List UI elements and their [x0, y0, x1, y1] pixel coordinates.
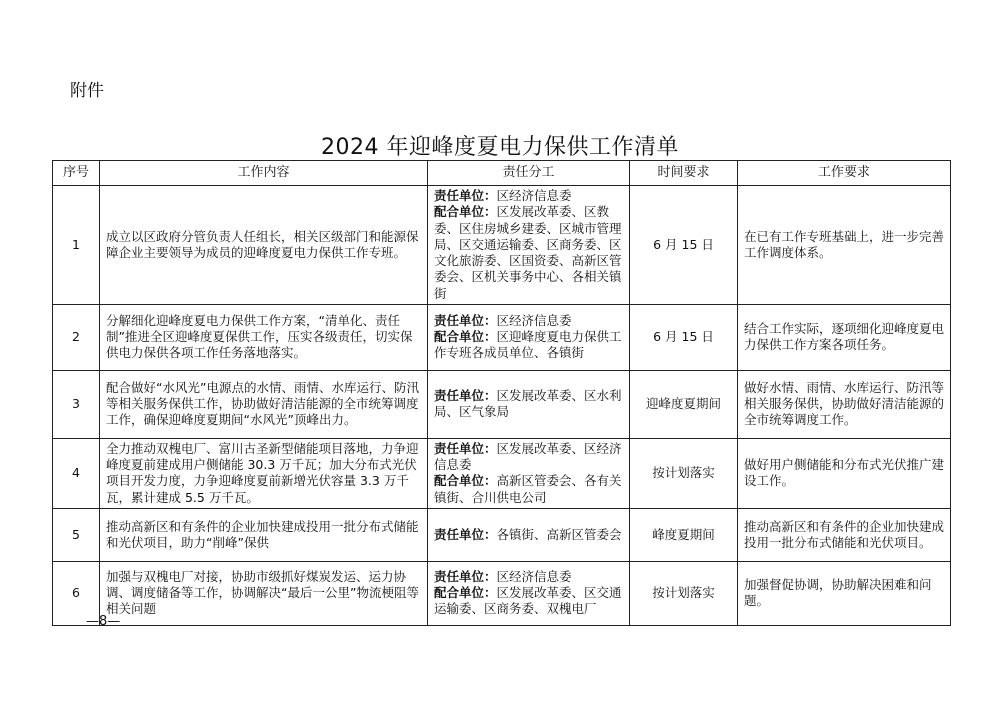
- table-header-row: [53, 161, 951, 186]
- work-content: 加强与双槐电厂对接，协助市级抓好煤炭发运、运力协调、调度储备等工作，协调解决“最后一公里”物流梗阻等相关问题: [100, 561, 428, 625]
- work-content: 成立以区政府分管负责人任组长，相关区级部门和能源保障企业主要领导为成员的迎峰度夏电力保供工作专班。: [100, 186, 428, 305]
- work-content: 全力推动双槐电厂、富川古圣新型储能项目落地，力争迎峰度夏前建成用户侧储能 30.3 万千瓦；加大分布式光伏项目开发力度，力争迎峰度夏前新增光伏容量 3.3 万千瓦，累计建成 5.5 万千瓦。: [100, 438, 428, 508]
- unit-text: 区发展改革委、区经济信息委: [434, 440, 622, 472]
- table-row: [53, 186, 951, 305]
- work-content: 分解细化迎峰度夏电力保供工作方案，“清单化、责任制”推进全区迎峰度夏保供工作，压实各级责任，切实保供电力保供各项工作任务落地落实。: [100, 304, 428, 370]
- unit-text: 区发展改革委、区教委、区住房城乡建委、区城市管理局、区交通运输委、区商务委、区文化旅游委、区国资委、高新区管委会、区机关事务中心、各相关镇街: [434, 204, 622, 301]
- unit-text: 区经济信息委: [496, 568, 572, 584]
- responsibility-line: [434, 569, 623, 585]
- unit-text: 各镇街、高新区管委会: [496, 526, 622, 542]
- work-content: 配合做好“水风光”电源点的水情、雨情、水库运行、防汛等相关服务保供工作，协助做好清洁能源的全市统筹调度工作，确保迎峰度夏期间“水风光”顶峰出力。: [100, 370, 428, 438]
- row-number: 5: [53, 508, 100, 561]
- column-header: 工作内容: [100, 161, 428, 186]
- responsibility-line: [434, 441, 623, 474]
- table-row: [53, 561, 951, 625]
- time-requirement: 按计划落实: [630, 438, 738, 508]
- unit-label: 配合单位：: [434, 473, 497, 489]
- work-list-table: [52, 160, 951, 626]
- responsibility: [428, 186, 630, 305]
- unit-label: 责任单位：: [434, 312, 497, 328]
- time-requirement: 6 月 15 日: [630, 186, 738, 305]
- column-header: 责任分工: [428, 161, 630, 186]
- responsibility-line: [434, 313, 623, 329]
- time-requirement: 按计划落实: [630, 561, 738, 625]
- column-header: 时间要求: [630, 161, 738, 186]
- row-number: 6: [53, 561, 100, 625]
- unit-text: 区迎峰度夏电力保供工作专班各成员单位、各镇街: [434, 329, 622, 361]
- work-requirement: 结合工作实际，逐项细化迎峰度夏电力保供工作方案各项任务。: [738, 304, 951, 370]
- page-title: 2024 年迎峰度夏电力保供工作清单: [321, 135, 679, 160]
- unit-text: 区经济信息委: [496, 188, 572, 203]
- page-number: —8—: [86, 614, 121, 629]
- attachment-label: 附件: [70, 81, 104, 101]
- work-requirement: 做好水情、雨情、水库运行、防汛等相关服务保供，协助做好清洁能源的全市统筹调度工作。: [738, 370, 951, 438]
- time-requirement: 6 月 15 日: [630, 304, 738, 370]
- unit-label: 配合单位：: [434, 329, 497, 345]
- responsibility: [428, 370, 630, 438]
- time-requirement: 迎峰度夏期间: [630, 370, 738, 438]
- work-content: 推动高新区和有条件的企业加快建成投用一批分布式储能和光伏项目，助力“削峰”保供: [100, 508, 428, 561]
- time-requirement: 峰度夏期间: [630, 508, 738, 561]
- responsibility-line: [434, 585, 623, 618]
- table-row: [53, 438, 951, 508]
- unit-label: 责任单位：: [434, 568, 497, 584]
- unit-label: 责任单位：: [434, 440, 497, 456]
- table-row: [53, 370, 951, 438]
- table-row: [53, 304, 951, 370]
- row-number: 2: [53, 304, 100, 370]
- unit-label: 责任单位：: [434, 188, 497, 203]
- responsibility-line: [434, 204, 623, 302]
- unit-text: 高新区管委会、各有关镇街、合川供电公司: [434, 473, 622, 505]
- responsibility: [428, 561, 630, 625]
- responsibility: [428, 304, 630, 370]
- row-number: 3: [53, 370, 100, 438]
- work-requirement: 加强督促协调，协助解决困难和问题。: [738, 561, 951, 625]
- work-requirement: 在已有工作专班基础上，进一步完善工作调度体系。: [738, 186, 951, 305]
- unit-label: 配合单位：: [434, 204, 497, 220]
- unit-label: 责任单位：: [434, 526, 497, 542]
- work-requirement: 推动高新区和有条件的企业加快建成投用一批分布式储能和光伏项目。: [738, 508, 951, 561]
- column-header: 工作要求: [738, 161, 951, 186]
- unit-text: 区发展改革委、区交通运输委、区商务委、双槐电厂: [434, 585, 622, 617]
- responsibility-line: [434, 188, 623, 204]
- responsibility-line: [434, 388, 623, 421]
- column-header: 序号: [53, 161, 100, 186]
- table-row: [53, 508, 951, 561]
- responsibility-line: [434, 527, 623, 543]
- unit-text: 区发展改革委、区水利局、区气象局: [434, 388, 622, 420]
- unit-label: 配合单位：: [434, 585, 497, 601]
- responsibility: [428, 438, 630, 508]
- unit-text: 区经济信息委: [496, 312, 572, 328]
- responsibility-line: [434, 329, 623, 362]
- work-requirement: 做好用户侧储能和分布式光伏推广建设工作。: [738, 438, 951, 508]
- responsibility: [428, 508, 630, 561]
- row-number: 1: [53, 186, 100, 305]
- row-number: 4: [53, 438, 100, 508]
- unit-label: 责任单位：: [434, 388, 497, 403]
- responsibility-line: [434, 473, 623, 506]
